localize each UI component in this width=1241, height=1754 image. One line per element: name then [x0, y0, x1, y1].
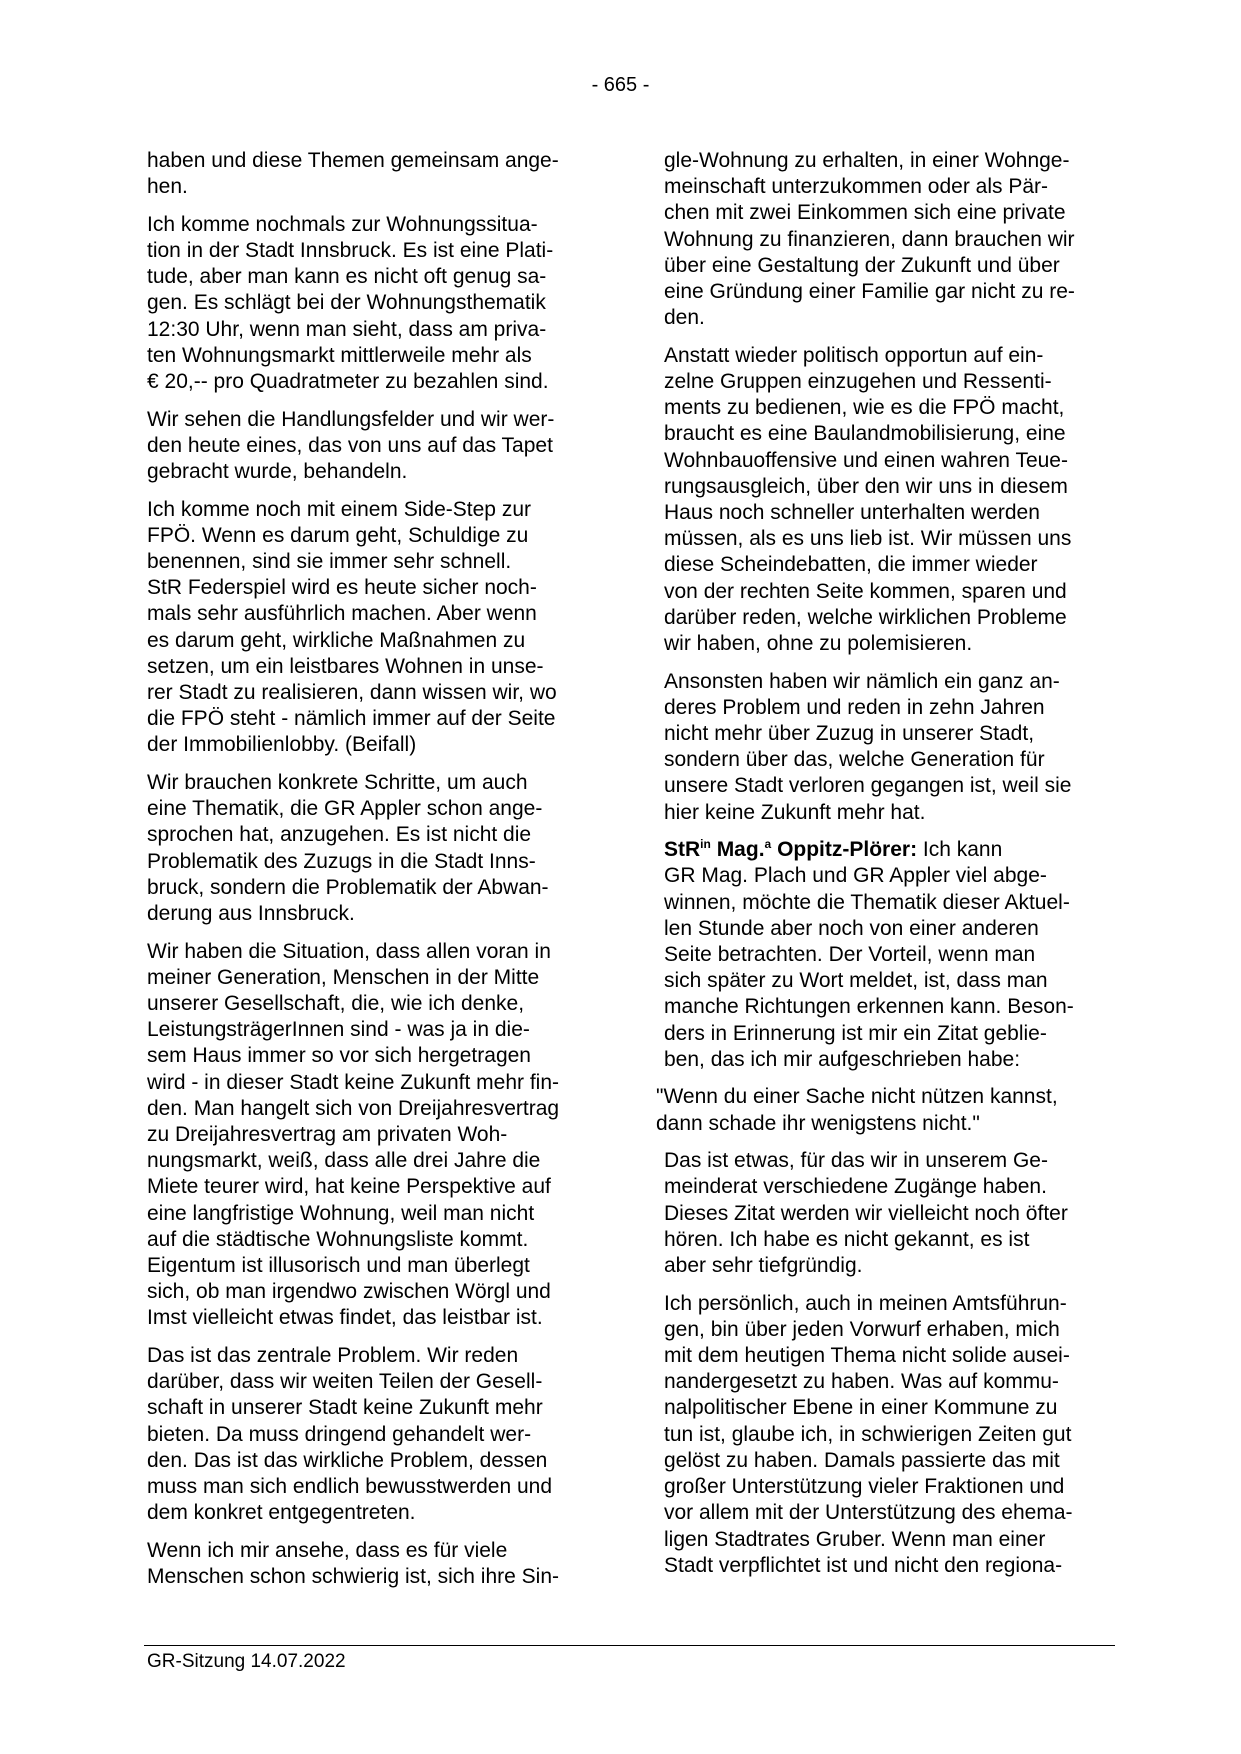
paragraph: gle-Wohnung zu erhalten, in einer Wohnge- meinschaft unterzukommen oder als Pär- chen mit zwei Einkommen sich eine private Wohnung zu finanzieren, dann brauchen wir über eine Gestaltung der Zukunft und über eine Gründung einer Familie gar nicht zu re- den. — [664, 149, 1075, 330]
paragraph: Ich komme nochmals zur Wohnungssitua- tion in der Stadt Innsbruck. Es ist eine Plati- tude, aber man kann es nicht oft genug sa- gen. Es schlägt bei der Wohnungsthematik 12:30 Uhr, wenn man sieht, dass am priva- ten Wohnungsmarkt mittlerweile mehr als € 20,-- pro Quadratmeter zu bezahlen sind. — [147, 212, 554, 394]
footer-divider — [144, 1645, 1115, 1646]
paragraph: Das ist etwas, für das wir in unserem Ge- meinderat verschiedene Zugänge haben. Dieses Zitat werden wir vielleicht noch öfter hören. Ich habe es nicht gekannt, es ist aber sehr tiefgründig. — [664, 1149, 1068, 1278]
speaker-name: StR$^{in}$ Mag.$^a$ Oppitz-Plörer: — [664, 837, 918, 862]
paragraph: Anstatt wieder politisch opportun auf ein- zelne Gruppen einzugehen und Ressenti- ments zu bedienen, wie es die FPÖ macht, braucht es eine Baulandmobilisierung, eine Wohnbauoffensive und einen wahren Teue- rungsausgleich, über den wir uns in diesem Haus noch schneller unterhalten werden müssen, als es uns lieb ist. Wir müssen uns diese Scheindebatten, die immer wieder von der rechten Seite kommen, sparen und darüber reden, welche wirklichen Probleme wir haben, ohne zu polemisieren. — [664, 343, 1072, 656]
right-column — [656, 148, 1120, 1590]
speaker-text: Ich kann GR Mag. Plach und GR Appler viel abge- winnen, möchte die Thematik dieser Aktuel- len Stunde aber noch von einer anderen Seite betrachten. Der Vorteil, wenn man sich später zu Wort meldet, ist, dass man manche Richtungen erkennen kann. Beson- ders in Erinnerung ist mir ein Zitat geblie- ben, das ich mir aufgeschrieben habe: — [664, 838, 1074, 1071]
paragraph: Ich persönlich, auch in meinen Amtsführun- gen, bin über jeden Vorwurf erhaben, mich mit dem heutigen Thema nicht solide ausei- nandergesetzt zu haben. Was auf kommu- nalpolitischer Ebene in einer Kommune zu tun ist, glaube ich, in schwierigen Zeiten gut gelöst zu haben. Damals passierte das mit großer Unterstützung vieler Fraktionen und vor allem mit der Unterstützung des ehema- ligen Stadtrates Gruber. Wenn man einer Stadt verpflichtet ist und nicht den regiona- — [664, 1291, 1073, 1577]
paragraph: Ansonsten haben wir nämlich ein ganz an- deres Problem und reden in zehn Jahren nicht mehr über Zuzug in unserer Stadt, sondern über das, welche Generation für unsere Stadt verloren gegangen ist, weil sie hier keine Zukunft mehr hat. — [664, 669, 1072, 824]
paragraph: haben und diese Themen gemeinsam ange- hen. — [147, 149, 559, 199]
paragraph: Wenn ich mir ansehe, dass es für viele Menschen schon schwierig ist, sich ihre Sin- — [147, 1538, 560, 1589]
footer-text: GR-Sitzung 14.07.2022 — [147, 1651, 346, 1672]
left-column — [147, 148, 603, 1602]
paragraph: Ich komme noch mit einem Side-Step zur FPÖ. Wenn es darum geht, Schuldige zu benennen, sind sie immer sehr schnell. StR Federspiel wird es heute sicher noch- mals sehr ausführlich machen. Aber wenn es darum geht, wirkliche Maßnahmen zu setzen, um ein leistbares Wohnen in unse- rer Stadt zu realisieren, dann wissen wir, wo die FPÖ steht - nämlich immer auf der Seite der Immobilienlobby. (Beifall) — [147, 497, 557, 757]
paragraph: Das ist das zentrale Problem. Wir reden darüber, dass wir weiten Teilen der Gesell- schaft in unserer Stadt keine Zukunft mehr bieten. Da muss dringend gehandelt wer- den. Das ist das wirkliche Problem, dessen muss man sich endlich bewusstwerden und dem konkret entgegentreten. — [147, 1344, 553, 1525]
paragraph: Wir haben die Situation, dass allen voran in meiner Generation, Menschen in der Mitte unserer Gesellschaft, die, wie ich denke, LeistungsträgerInnen sind - was ja in die- sem Haus immer so vor sich hergetragen wird - in dieser Stadt keine Zukunft mehr fin- den. Man hangelt sich von Dreijahresvertrag zu Dreijahresvertrag am privaten Woh- nungsmarkt, weiß, dass alle drei Jahre die Miete teurer wird, hat keine Perspektive auf eine langfristige Wohnung, weil man nicht auf die städtische Wohnungsliste kommt. Eigentum ist illusorisch und man überlegt sich, ob man irgendwo zwischen Wörgl und Imst vielleicht etwas findet, das leistbar ist. — [147, 939, 560, 1330]
paragraph: Wir brauchen konkrete Schritte, um auch eine Thematik, die GR Appler schon ange- sprochen hat, anzugehen. Es ist nicht die Problematik des Zuzugs in die Stadt Inns- bruck, sondern die Problematik der Abwan- derung aus Innsbruck. — [147, 771, 549, 926]
paragraph: Wir sehen die Handlungsfelder und wir wer- den heute eines, das von uns auf das Tapet gebracht wurde, behandeln. — [147, 407, 555, 484]
speaker-paragraph — [664, 837, 1120, 1073]
page-number: - 665 - — [591, 74, 650, 96]
quote: "Wenn du einer Sache nicht nützen kannst, dann schade ihr wenigstens nicht." — [656, 1085, 1058, 1135]
